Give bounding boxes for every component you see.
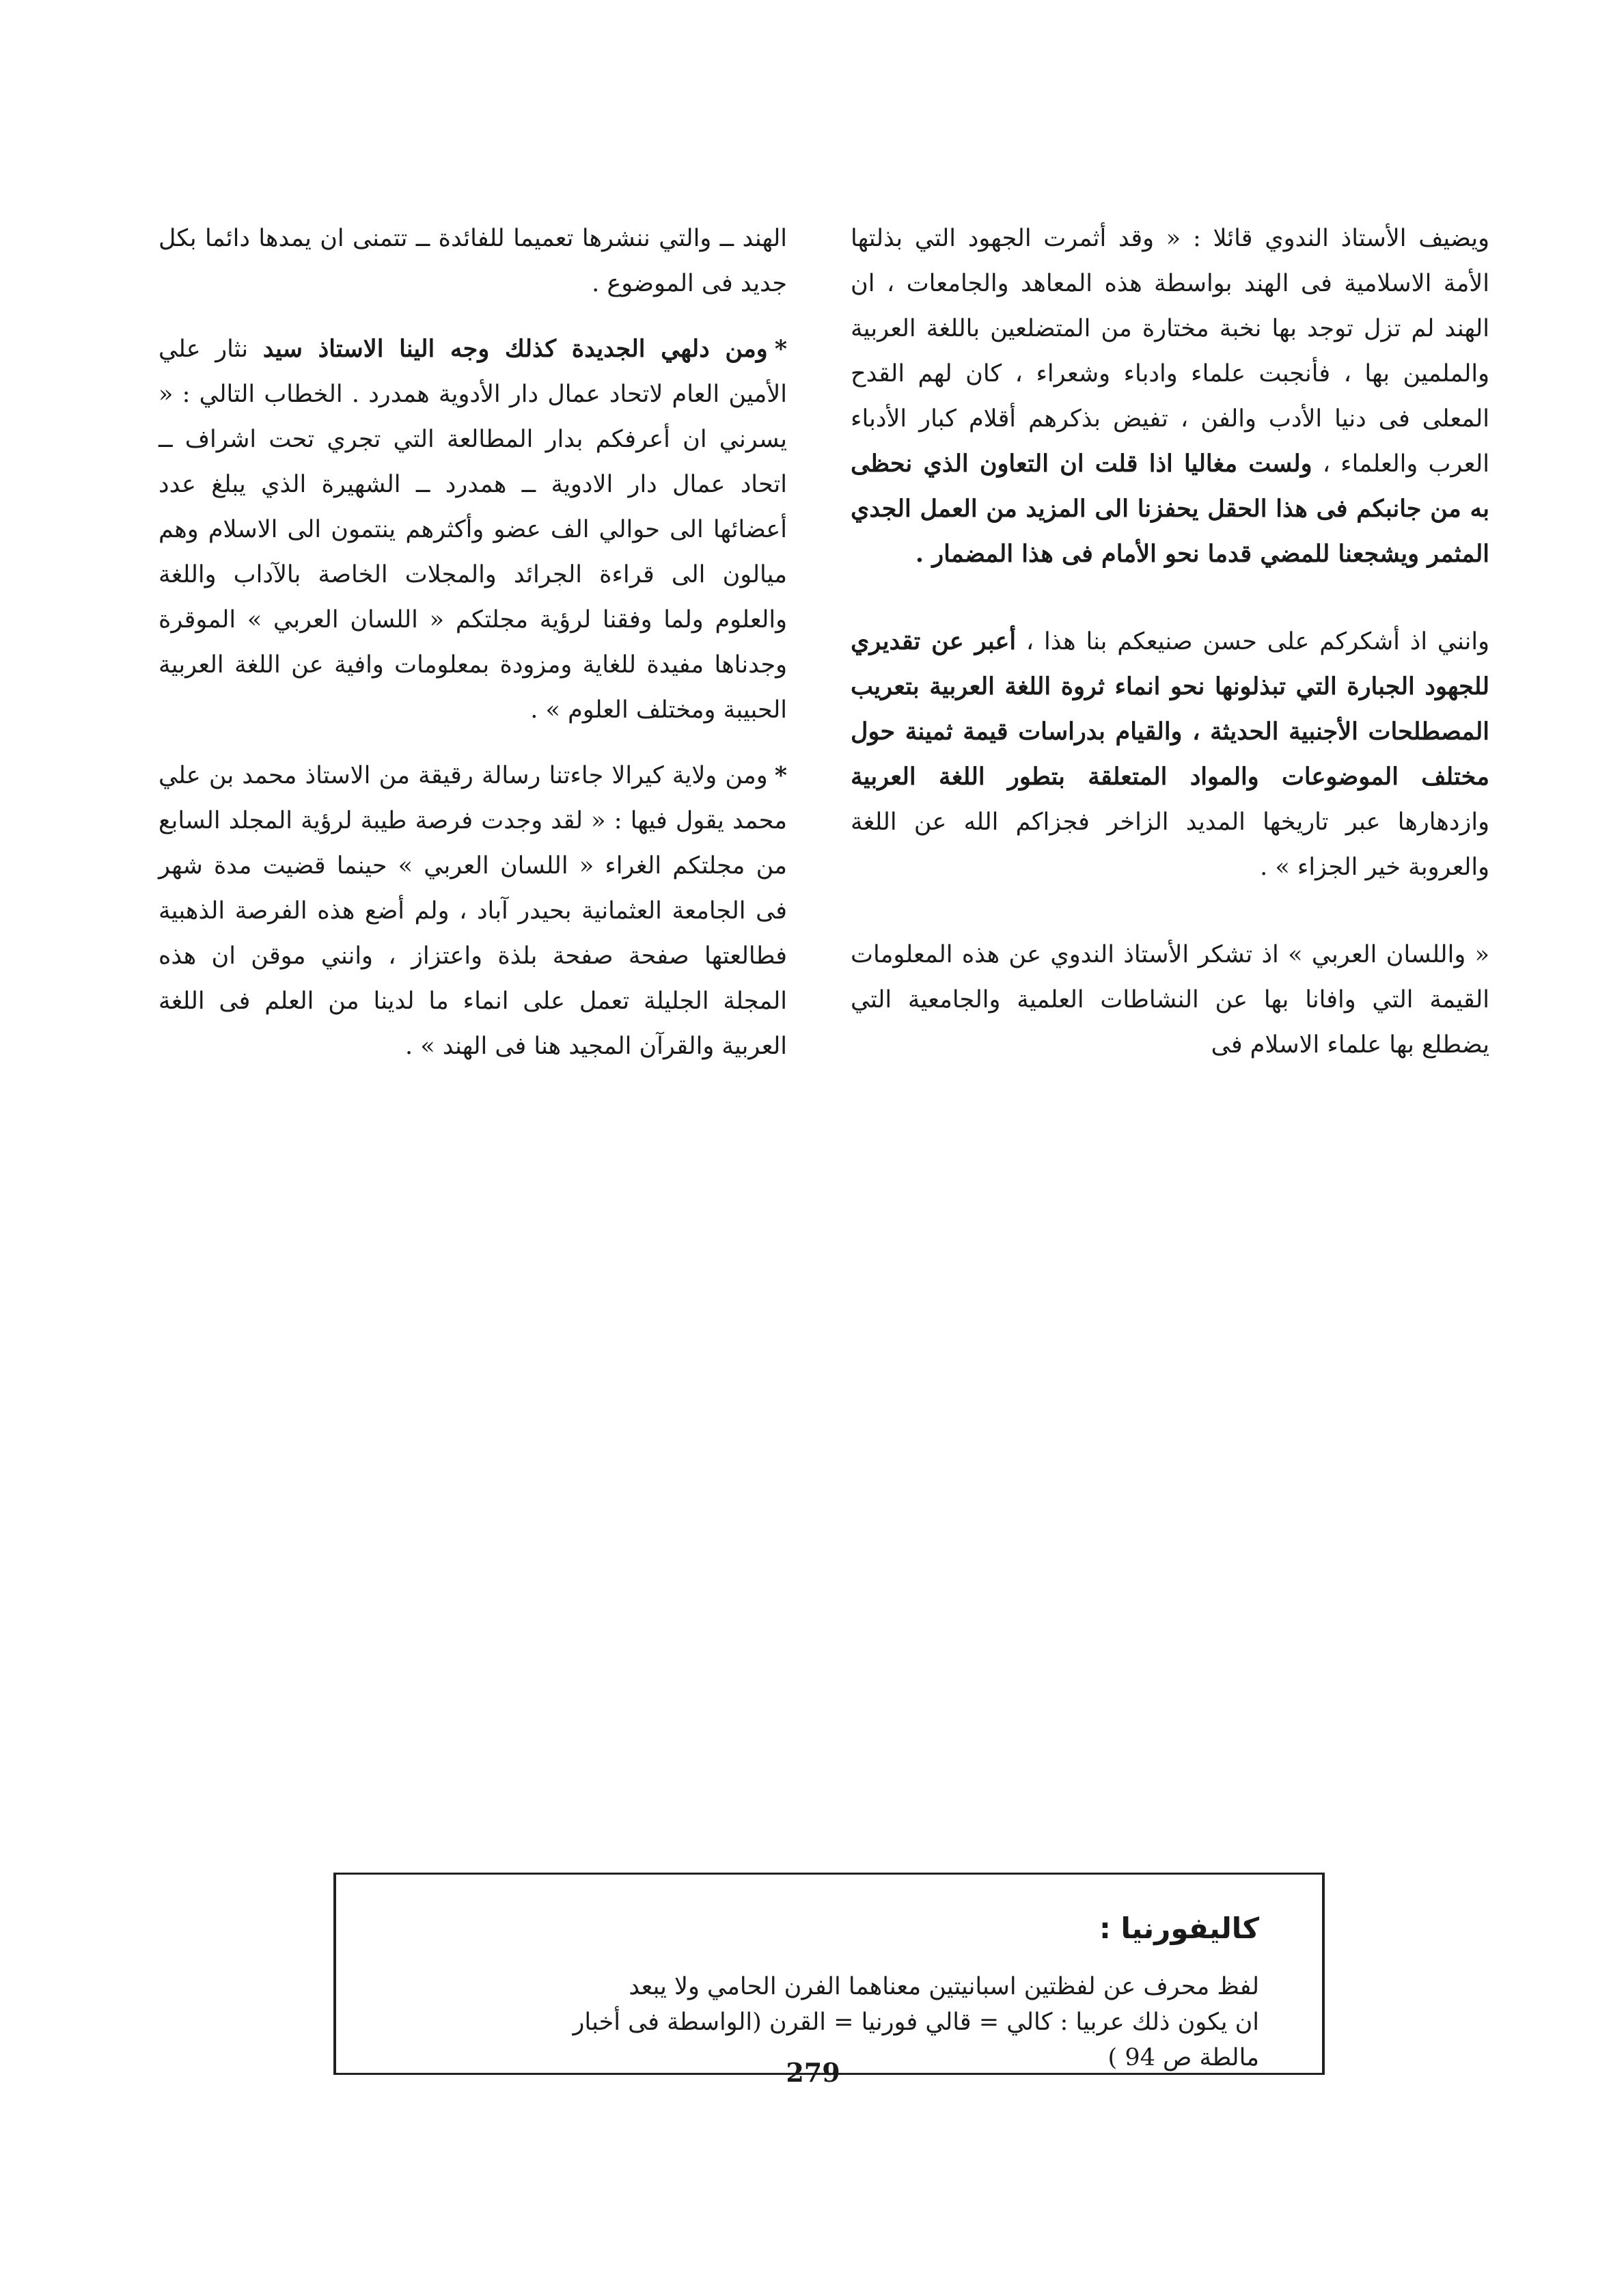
left-paragraph-3 (159, 753, 787, 1069)
left-column (159, 216, 787, 1069)
right-paragraph-1-bold-text: ولست مغاليا اذا قلت ان التعاون الذي نحظى به من جانبكم فى هذا الحقل يحفزنا الى المزيد من العمل الجدي المثمر ويشجعنا للمضي قدما نحو الأمام فى هذا المضمار . (851, 450, 1489, 568)
right-paragraph-2 (851, 619, 1489, 890)
definition-line-1: لفظ محرف عن لفظتين اسبانيتين معناهما الفرن الحامي ولا يبعد (629, 1973, 1259, 2000)
left-paragraph-2-bold-text: ومن دلهي الجديدة كذلك وجه الينا الاستاذ سيد (262, 335, 768, 363)
definition-line-2: ان يكون ذلك عربيا : كالي = قالي فورنيا = القرن (الواسطة فى أخبار (573, 2009, 1259, 2036)
definition-line-3: مالطة ص 94 ) (1107, 2044, 1259, 2071)
definition-title: كاليفورنيا : (1099, 1912, 1259, 1945)
left-paragraph-1: الهند ــ والتي ننشرها تعميما للفائدة ــ تتمنى ان يمدها دائما بكل جديد فى الموضوع . (159, 225, 787, 297)
definition-body (473, 1969, 1259, 2076)
left-paragraph-2-text: نثار علي الأمين العام لاتحاد عمال دار الأدوية همدرد . الخطاب التالي : « يسرني ان أعرفكم بدار المطالعة التي تجري تحت اشراف ــ اتحاد عمال دار الادوية ــ همدرد ــ الشهيرة الذي يبلغ عدد أعضائها الى حوالي الف عضو وأكثرهم ينتمون الى الاسلام وهم ميالون الى قراءة الجرائد والمجلات الخاصة بالآداب واللغة والعلوم ولما وفقنا لرؤية مجلتكم « اللسان العربي » الموقرة وجدناها مفيدة للغاية ومزودة بمعلومات وافية عن اللغة العربية الحبيبة ومختلف العلوم » . (159, 336, 787, 724)
asterisk-icon: * (774, 335, 787, 363)
asterisk-icon: * (774, 761, 787, 789)
definition-box (333, 1873, 1325, 2075)
right-paragraph-2-tail-text: وازدهارها عبر تاريخها المديد الزاخر فجزاكم الله عن اللغة والعروبة خير الجزاء » . (851, 808, 1489, 881)
left-paragraph-2 (159, 327, 787, 733)
right-paragraph-3: « واللسان العربي » اذ تشكر الأستاذ الندوي عن هذه المعلومات القيمة التي وافانا بها عن النشاطات العلمية والجامعية التي يضطلع بها علماء الاسلام فى (851, 941, 1489, 1059)
right-paragraph-1 (851, 216, 1489, 577)
page-number: 279 (786, 2057, 840, 2088)
right-paragraph-2-bold-text: أعبر عن تقديري للجهود الجبارة التي تبذلونها نحو انماء ثروة اللغة العربية بتعريب المصطلحات الأجنبية الحديثة ، والقيام بدراسات قيمة ثمينة حول مختلف الموضوعات والمواد المتعلقة بتطور اللغة العربية (851, 627, 1489, 791)
right-paragraph-1-text: ويضيف الأستاذ الندوي قائلا : « وقد أثمرت الجهود التي بذلتها الأمة الاسلامية فى الهند بواسطة هذه المعاهد والجامعات ، ان الهند لم تزل توجد بها نخبة مختارة من المتضلعين باللغة العربية والملمين بها ، فأنجبت علماء وادباء وشعراء ، كان لهم القدح المعلى فى دنيا الأدب والفن ، تفيض بذكرهم أقلام كبار الأدباء العرب والعلماء ، (851, 225, 1489, 478)
right-paragraph-2-text: وانني اذ أشكركم على حسن صنيعكم بنا هذا ، (1016, 628, 1489, 655)
right-column (851, 216, 1489, 1068)
left-paragraph-3-text: ومن ولاية كيرالا جاءتنا رسالة رقيقة من الاستاذ محمد بن علي محمد يقول فيها : « لقد وجدت فرصة طيبة لرؤية المجلد السابع من مجلتكم الغراء « اللسان العربي » حينما قضيت مدة شهر فى الجامعة العثمانية بحيدر آباد ، ولم أضع هذه الفرصة الذهبية فطالعتها صفحة صفحة بلذة واعتزاز ، وانني موقن ان هذه المجلة الجليلة تعمل على انماء ما لدينا من العلم فى اللغة العربية والقرآن المجيد هنا فى الهند » . (159, 762, 787, 1060)
